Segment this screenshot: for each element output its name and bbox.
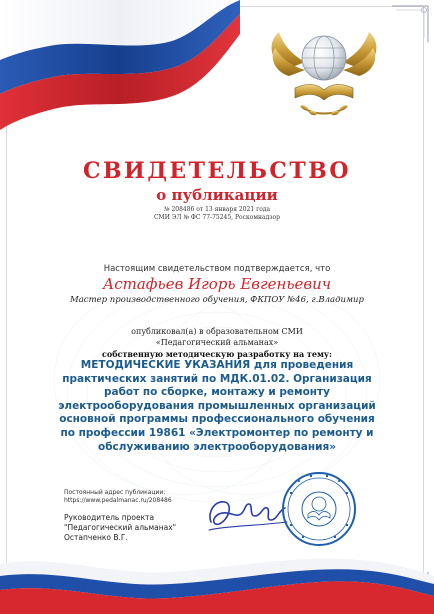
media-registration: СМИ ЭЛ № ФС 77-75245, Роскомнадзор	[153, 214, 281, 221]
signature-icon	[205, 492, 291, 536]
publication-title: МЕТОДИЧЕСКИЕ УКАЗАНИЯ для проведения практических занятий по МДК.01.02. Организация работ по сборке, монтажу и ремонту электрооборудования промышленных организаций основной программы профессионального обучения по профессии 19861 «Электромонтер по ремонту и обслуживанию электрооборудования»	[58, 359, 376, 453]
development-label: собственную методическую разработку на тему:	[101, 349, 332, 359]
registration-number: № 208486 от 13 января 2021 года	[163, 206, 271, 213]
laurel-globe-emblem	[265, 18, 383, 126]
head-title: Руководитель проекта	[64, 513, 155, 522]
publication-link[interactable]: https://www.pedalmanac.ru/208486	[64, 497, 172, 504]
media-name: «Педагогический альманах»	[155, 338, 279, 347]
recipient-position: Мастер производственного обучения, ФКПОУ №46, г.Владимир	[70, 295, 364, 305]
frame-corner-ornament	[386, 2, 432, 48]
russian-flag-bottom-icon	[0, 554, 434, 614]
russian-flag-icon	[0, 0, 240, 140]
recipient-name: Астафьев Игорь Евгеньевич	[102, 275, 332, 293]
confirm-text: Настоящим свидетельством подтверждается, что	[103, 264, 331, 274]
certificate-title: СВИДЕТЕЛЬСТВО	[82, 158, 352, 184]
published-text: опубликовал(а) в образовательном СМИ	[131, 327, 303, 336]
certificate-subtitle: о публикации	[156, 186, 278, 204]
head-name: Остапченко В.Г.	[64, 533, 128, 542]
address-label: Постоянный адрес публикации:	[64, 489, 166, 496]
round-seal-icon	[280, 470, 358, 548]
head-project: "Педагогический альманах"	[64, 523, 177, 532]
